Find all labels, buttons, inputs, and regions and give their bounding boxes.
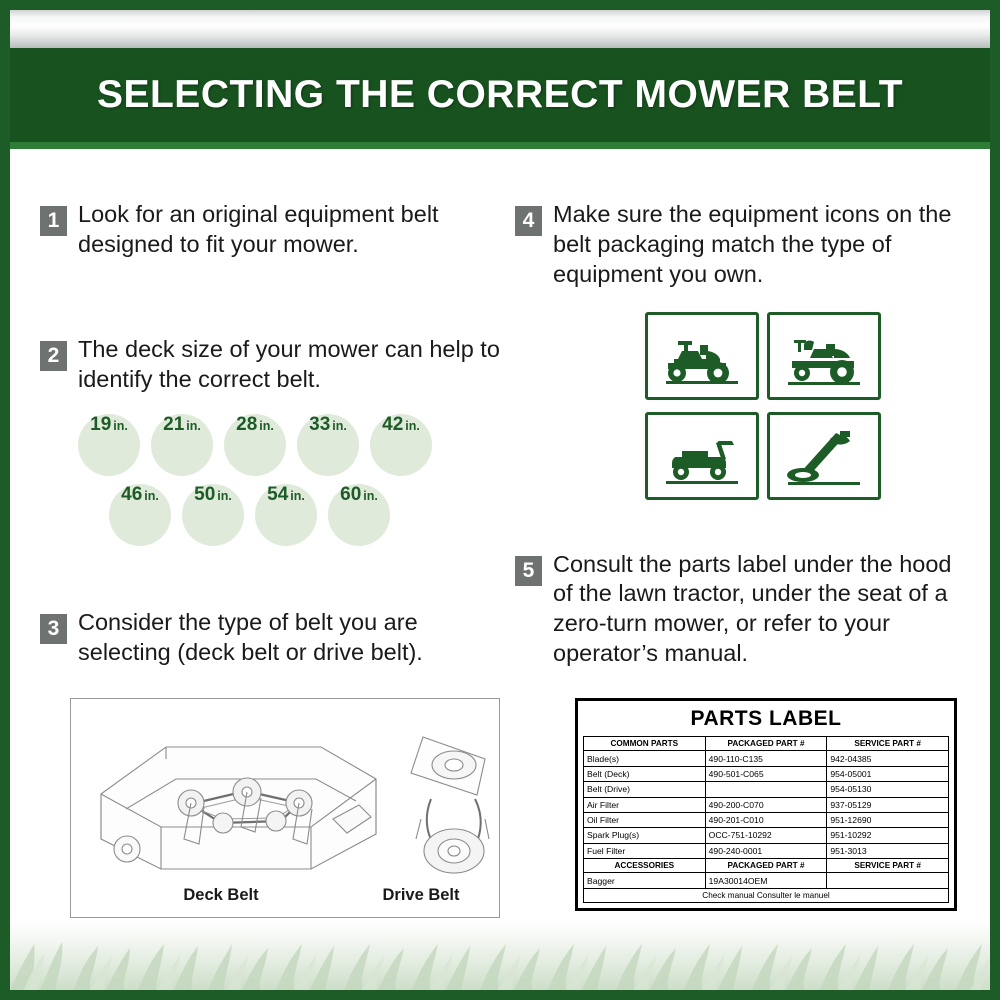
deck-size-bubble: [182, 484, 244, 546]
grass-blades: [10, 928, 990, 990]
deck-size-bubble: [224, 414, 286, 476]
lawn-tractor-icon: [645, 312, 759, 400]
parts-label-card: [575, 698, 957, 911]
step-2-number: 2: [40, 341, 67, 371]
deck-size-bubble: [297, 414, 359, 476]
step-4-text: Make sure the equipment icons on the belt packaging match the type of equipment you own.: [553, 201, 952, 287]
table-header-row: [584, 737, 949, 751]
metallic-top-strip: [10, 10, 990, 48]
cell-packaged-part: 490-110-C135: [705, 751, 827, 766]
content-area: [10, 150, 990, 930]
cell-service-part: 954-05130: [827, 782, 949, 797]
deck-size-value: 54: [267, 484, 289, 506]
deck-size-value: 46: [121, 484, 143, 506]
left-column: [40, 150, 500, 672]
column-header-accessory-service-part: SERVICE PART #: [827, 859, 949, 873]
accessories-header-row: [584, 859, 949, 873]
deck-size-unit: in.: [113, 419, 128, 434]
parts-label-table: [583, 736, 949, 903]
deck-size-unit: in.: [363, 489, 378, 504]
deck-size-unit: in.: [144, 489, 159, 504]
table-row: [584, 873, 949, 888]
deck-size-value: 60: [340, 484, 362, 506]
walk-behind-mower-icon: [645, 412, 759, 500]
column-header-accessories: ACCESSORIES: [584, 859, 706, 873]
cell-packaged-part: 490-501-C065: [705, 766, 827, 781]
deck-size-unit: in.: [217, 489, 232, 504]
column-header-accessory-packaged-part: PACKAGED PART #: [705, 859, 827, 873]
page-title: SELECTING THE CORRECT MOWER BELT: [96, 73, 904, 116]
cell-service-part: 954-05001: [827, 766, 949, 781]
table-footer-row: [584, 888, 949, 902]
drive-belt-caption: Drive Belt: [382, 886, 460, 904]
deck-size-bubble: [370, 414, 432, 476]
cell-service-part: 951-12690: [827, 812, 949, 827]
cell-accessory-service-part: [827, 873, 949, 888]
table-row: [584, 797, 949, 812]
step-5-number: 5: [515, 556, 542, 586]
cell-service-part: 937-05129: [827, 797, 949, 812]
cell-part-name: Belt (Drive): [584, 782, 706, 797]
cell-part-name: Air Filter: [584, 797, 706, 812]
deck-size-unit: in.: [290, 489, 305, 504]
cell-accessory-packaged-part: 19A30014OEM: [705, 873, 827, 888]
zero-turn-mower-icon: [767, 312, 881, 400]
grass-band: [10, 920, 990, 990]
deck-size-unit: in.: [332, 419, 347, 434]
cell-packaged-part: 490-200-C070: [705, 797, 827, 812]
deck-size-bubble: [109, 484, 171, 546]
deck-size-bubble: [78, 414, 140, 476]
step-1-number: 1: [40, 206, 67, 236]
deck-size-bubbles: [78, 414, 478, 546]
step-5: [515, 550, 975, 669]
cell-packaged-part: OCC-751-10292: [705, 828, 827, 843]
step-1-text: Look for an original equipment belt designed to fit your mower.: [78, 201, 439, 257]
belt-illustration-box: [70, 698, 500, 918]
belt-diagram: [71, 699, 499, 917]
cell-part-name: Spark Plug(s): [584, 828, 706, 843]
cell-part-name: Oil Filter: [584, 812, 706, 827]
title-underline: [10, 142, 990, 149]
cell-accessory-name: Bagger: [584, 873, 706, 888]
deck-size-value: 28: [236, 414, 258, 436]
deck-size-unit: in.: [186, 419, 201, 434]
deck-size-value: 19: [90, 414, 112, 436]
step-3: [40, 608, 500, 668]
cell-service-part: 951-10292: [827, 828, 949, 843]
cell-packaged-part: [705, 782, 827, 797]
step-5-text: Consult the parts label under the hood of the lawn tractor, under the seat of a zero-turn mower, or refer to your operator’s manual.: [553, 550, 952, 667]
column-header-packaged-part: PACKAGED PART #: [705, 737, 827, 751]
table-row: [584, 843, 949, 858]
cell-footer-note: Check manual Consulter le manuel: [584, 888, 949, 902]
cell-part-name: Fuel Filter: [584, 843, 706, 858]
deck-belt-caption: Deck Belt: [183, 886, 259, 904]
table-row: [584, 812, 949, 827]
deck-size-row-1: [78, 414, 478, 476]
deck-size-bubble: [328, 484, 390, 546]
right-column: [515, 150, 975, 673]
cell-part-name: Blade(s): [584, 751, 706, 766]
deck-size-unit: in.: [405, 419, 420, 434]
table-row: [584, 828, 949, 843]
step-3-number: 3: [40, 614, 67, 644]
deck-size-bubble: [255, 484, 317, 546]
deck-size-row-2: [109, 484, 478, 546]
table-row: [584, 751, 949, 766]
deck-size-value: 33: [309, 414, 331, 436]
title-bar: [10, 48, 990, 142]
cell-service-part: 942-04385: [827, 751, 949, 766]
step-2-text: The deck size of your mower can help to identify the correct belt.: [78, 335, 500, 392]
equipment-icons-grid: [645, 312, 975, 500]
column-header-common-parts: COMMON PARTS: [584, 737, 706, 751]
string-trimmer-icon: [767, 412, 881, 500]
cell-part-name: Belt (Deck): [584, 766, 706, 781]
deck-size-unit: in.: [259, 419, 274, 434]
step-4-number: 4: [515, 206, 542, 236]
cell-packaged-part: 490-201-C010: [705, 812, 827, 827]
deck-size-value: 50: [194, 484, 216, 506]
step-2: [40, 335, 500, 395]
step-3-text: Consider the type of belt you are selecting (deck belt or drive belt).: [78, 609, 423, 666]
step-4: [515, 200, 975, 290]
deck-size-value: 21: [163, 414, 185, 436]
parts-label-title: PARTS LABEL: [690, 707, 842, 730]
deck-size-bubble: [151, 414, 213, 476]
table-row: [584, 766, 949, 781]
cell-packaged-part: 490-240-0001: [705, 843, 827, 858]
column-header-service-part: SERVICE PART #: [827, 737, 949, 751]
step-1: [40, 200, 500, 260]
deck-size-value: 42: [382, 414, 404, 436]
cell-service-part: 951-3013: [827, 843, 949, 858]
table-row: [584, 782, 949, 797]
